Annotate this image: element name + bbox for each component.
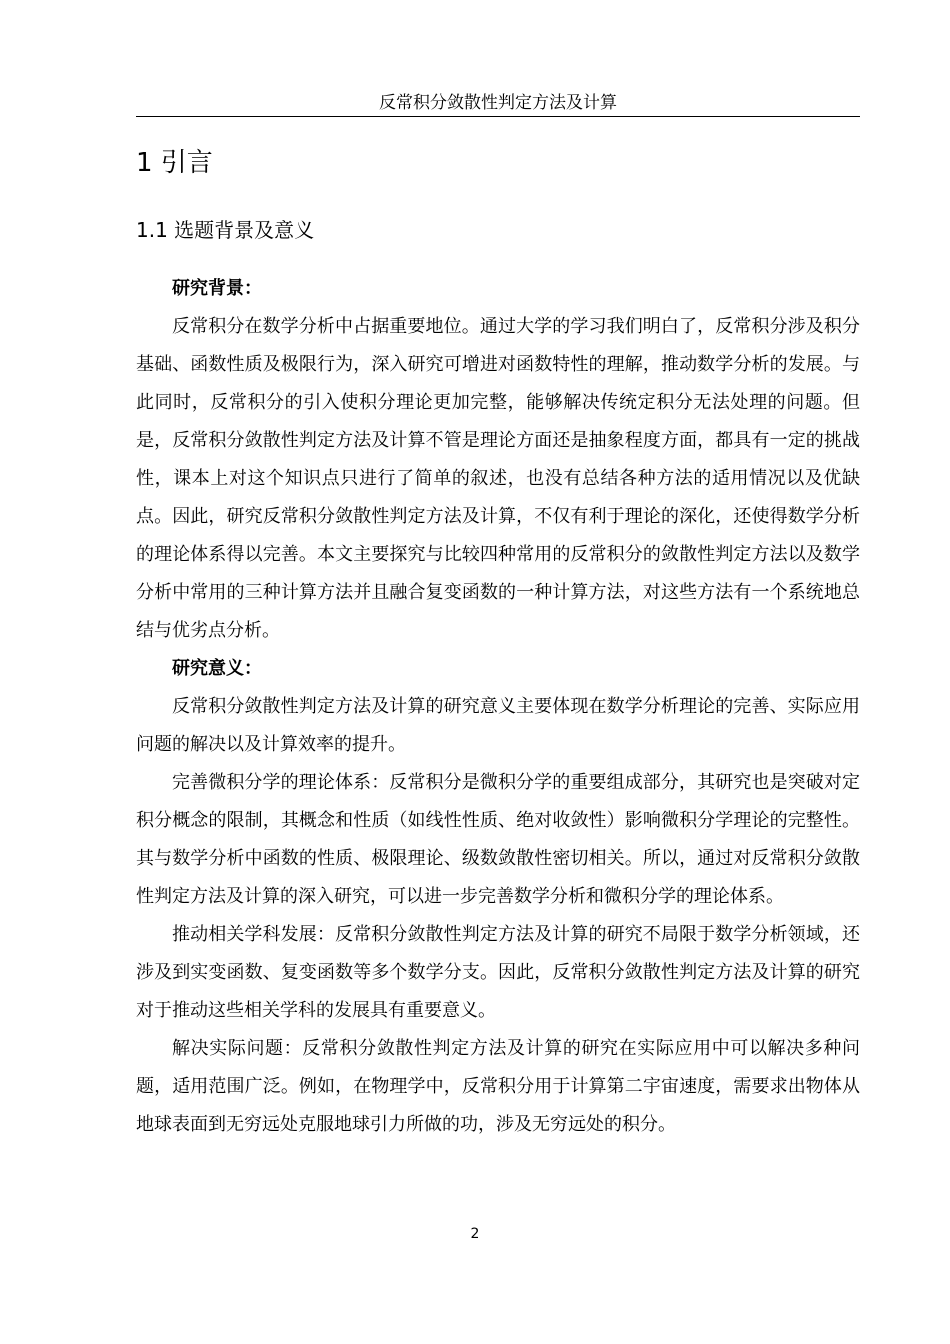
paragraph-disciplines: 推动相关学科发展：反常积分敛散性判定方法及计算的研究不局限于数学分析领域，还涉及到实变函数、复变函数等多个数学分支。因此，反常积分敛散性判定方法及计算的研究对于推动这些相关学科的发展具有重要意义。: [136, 924, 860, 1021]
subsection-heading: 1.1 选题背景及意义: [136, 218, 315, 242]
research-significance-heading: 研究意义：: [172, 658, 262, 679]
research-background-heading: 研究背景：: [172, 278, 262, 299]
paragraph-practical: 解决实际问题：反常积分敛散性判定方法及计算的研究在实际应用中可以解决多种问题，适用范围广泛。例如，在物理学中，反常积分用于计算第二宇宙速度，需要求出物体从地球表面到无穷远处克服地球引力所做的功，涉及无穷远处的积分。: [136, 1038, 860, 1135]
page-number: 2: [470, 1226, 480, 1242]
running-header: 反常积分敛散性判定方法及计算: [136, 90, 860, 117]
section-heading: 1 引言: [136, 148, 213, 178]
paragraph-background: 反常积分在数学分析中占据重要地位。通过大学的学习我们明白了，反常积分涉及积分基础、函数性质及极限行为，深入研究可增进对函数特性的理解，推动数学分析的发展。与此同时，反常积分的引入使积分理论更加完整，能够解决传统定积分无法处理的问题。但是，反常积分敛散性判定方法及计算不管是理论方面还是抽象程度方面，都具有一定的挑战性，课本上对这个知识点只进行了简单的叙述，也没有总结各种方法的适用情况以及优缺点。因此，研究反常积分敛散性判定方法及计算，不仅有利于理论的深化，还使得数学分析的理论体系得以完善。本文主要探究与比较四种常用的反常积分的敛散性判定方法以及数学分析中常用的三种计算方法并且融合复变函数的一种计算方法，对这些方法有一个系统地总结与优劣点分析。: [136, 316, 860, 641]
paragraph-theory: 完善微积分学的理论体系：反常积分是微积分学的重要组成部分，其研究也是突破对定积分概念的限制，其概念和性质（如线性性质、绝对收敛性）影响微积分学理论的完整性。其与数学分析中函数的性质、极限理论、级数敛散性密切相关。所以，通过对反常积分敛散性判定方法及计算的深入研究，可以进一步完善数学分析和微积分学的理论体系。: [136, 772, 860, 907]
paragraph-significance-summary: 反常积分敛散性判定方法及计算的研究意义主要体现在数学分析理论的完善、实际应用问题的解决以及计算效率的提升。: [136, 696, 860, 755]
body-text: [136, 270, 860, 1144]
